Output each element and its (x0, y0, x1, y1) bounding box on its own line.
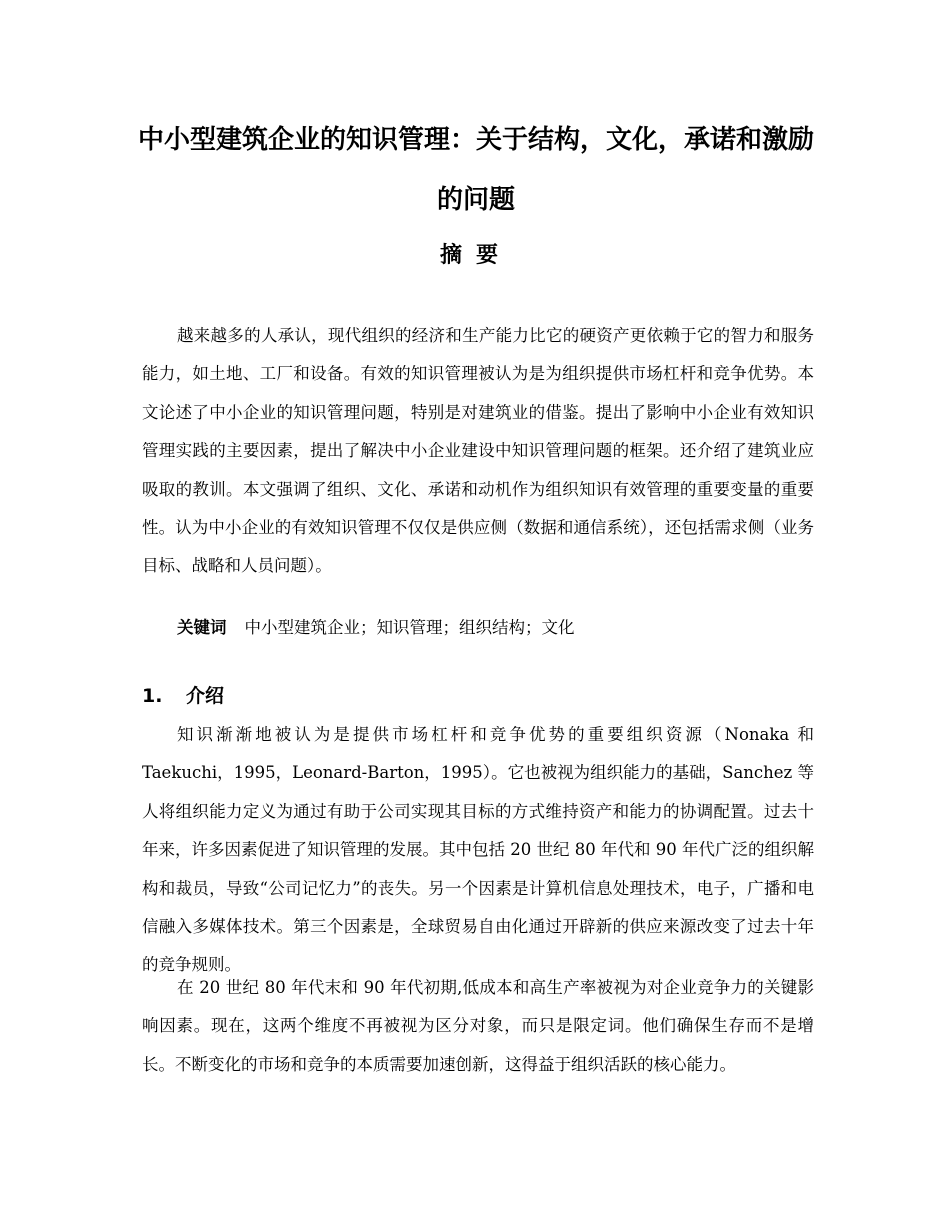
section-title: 介绍 (186, 685, 225, 707)
keywords-label: 关键词 (177, 618, 227, 637)
intro-paragraph-1: 知识渐渐地被认为是提供市场杠杆和竞争优势的重要组织资源（Nonaka 和 Taekuchi，1995，Leonard-Barton，1995）。它也被视为组织能力的基础，Sanchez 等人将组织能力定义为通过有助于公司实现其目标的方式维持资产和能力的协调配置。过去十年来，许多因素促进了知识管理的发展。其中包括 20 世纪 80 年代和 90 年代广泛的组织解构和裁员，导致“公司记忆力”的丧失。另一个因素是计算机信息处理技术，电子，广播和电信融入多媒体技术。第三个因素是，全球贸易自由化通过开辟新的供应来源改变了过去十年的竞争规则。 (142, 725, 814, 975)
paper-title: 中小型建筑企业的知识管理：关于结构，文化，承诺和激励的问题 (137, 125, 814, 215)
section-number: 1. (142, 685, 163, 707)
section-heading (142, 678, 224, 714)
keywords-line (177, 610, 575, 646)
intro-paragraph-2: 在 20 世纪 80 年代末和 90 年代初期,低成本和高生产率被视为对企业竞争力的关键影响因素。现在，这两个维度不再被视为区分对象，而只是限定词。他们确保生存而不是增长。不断变化的市场和竞争的本质需要加速创新，这得益于组织活跃的核心能力。 (142, 978, 814, 1074)
abstract-paragraph: 越来越多的人承认，现代组织的经济和生产能力比它的硬资产更依赖于它的智力和服务能力，如土地、工厂和设备。有效的知识管理被认为是为组织提供市场杠杆和竞争优势。本文论述了中小企业的知识管理问题，特别是对建筑业的借鉴。提出了影响中小企业有效知识管理实践的主要因素，提出了解决中小企业建设中知识管理问题的框架。还介绍了建筑业应吸取的教训。本文强调了组织、文化、承诺和动机作为组织知识有效管理的重要变量的重要性。认为中小企业的有效知识管理不仅仅是供应侧（数据和通信系统），还包括需求侧（业务目标、战略和人员问题）。 (142, 326, 814, 576)
abstract-heading: 摘要 (439, 243, 512, 268)
keywords-text: 中小型建筑企业；知识管理；组织结构；文化 (244, 618, 575, 637)
